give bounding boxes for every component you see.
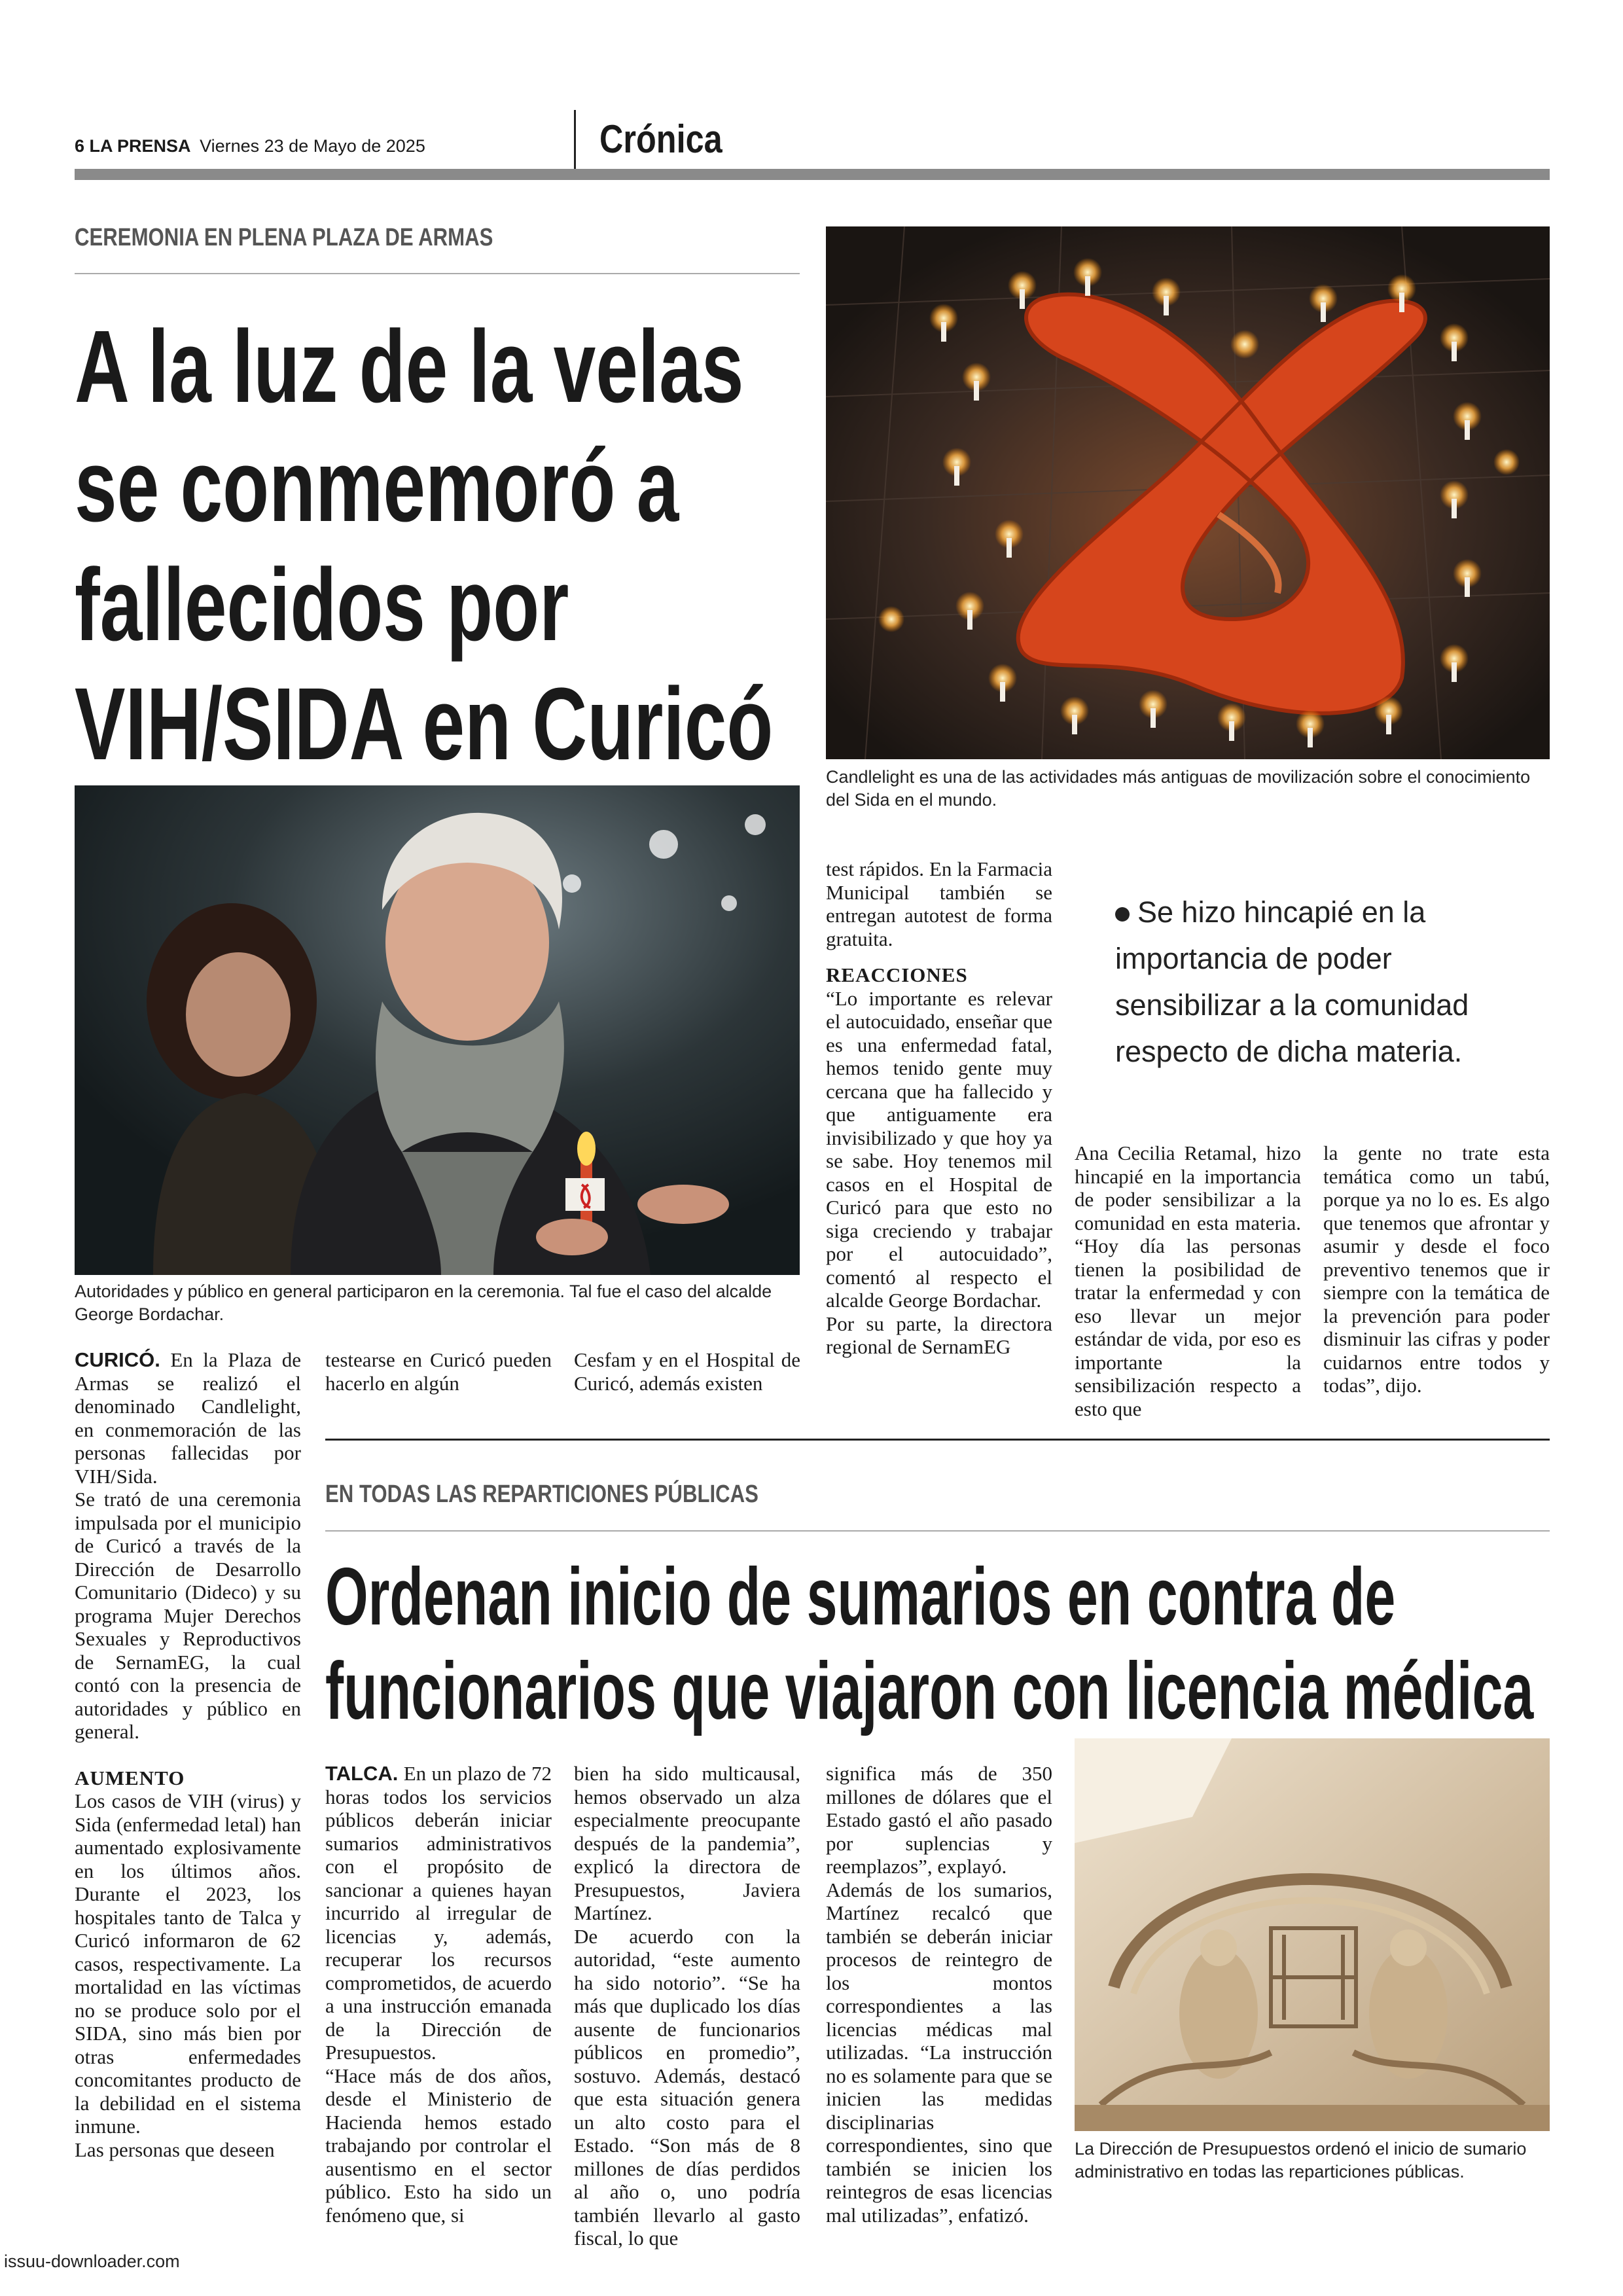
- body-text: test rápidos. En la Farmacia Municipal también se entregan autotest de forma gratuita.: [826, 857, 1052, 950]
- article2-headline: [325, 1550, 1623, 1738]
- page-header: [75, 136, 425, 162]
- body-text: Cesfam y en el Hospital de Curicó, además existen: [574, 1348, 800, 1395]
- subhead-aumento: AUMENTO: [75, 1766, 185, 1789]
- kicker-rule: [325, 1530, 1550, 1532]
- presupuestos-relief-photo: [1075, 1738, 1550, 2131]
- body-text: Ana Cecilia Retamal, hizo hincapié en la importancia de poder sensibilizar a la comunidad en esta materia. “Hoy día las personas tienen la posibilidad de tratar la enfermedad y con eso llevar un mejor estándar de vida, por eso es importante la sensibilización respecto a esto que: [1075, 1141, 1301, 1420]
- candle-ribbon-photo: [826, 226, 1550, 759]
- body-text: Se trató de una ceremonia impulsada por el municipio de Curicó a través de la Dirección de Desarrollo Comunitario (Dideco) y su programa Mujer Derechos Sexuales y Reproductivos de SernamEG, la cual contó con la presencia de autoridades y público en general.: [75, 1488, 301, 1743]
- header-bar: [75, 169, 1550, 180]
- article2-col1: [325, 1762, 552, 2227]
- headline-line: funcionarios que viajaron con licencia médica: [325, 1646, 1534, 1736]
- pull-quote-text: Se hizo hincapié en la importancia de poder sensibilizar a la comunidad respecto de dicha materia.: [1115, 895, 1469, 1068]
- body-text: la gente no trate esta temática como un tabú, porque ya no lo es. Es algo que tenemos que afrontar y asumir y desde el foco preventivo tenemos que ir siempre con la temática de la prevención para poder disminuir las cifras y poder cuidarnos entre todos y todas”, dijo.: [1323, 1141, 1550, 1397]
- article1-col2: [325, 1348, 552, 1395]
- dateline: TALCA.: [325, 1762, 399, 1785]
- subhead-reacciones: REACCIONES: [826, 963, 968, 986]
- article1-col3: [574, 1348, 800, 1395]
- page-number: 6: [75, 136, 85, 156]
- body-text: De acuerdo con la autoridad, “este aumento ha sido notorio”. “Se ha más que duplicado los días ausente de funcionarios públicos en promedio”, sostuvo. Además, destacó que esta situación genera un alto costo para el Estado. “Son más de 8 millones de días perdidos al año o, uno podría también llevarlo al gasto fiscal, lo que: [574, 1924, 800, 2250]
- body-text: Las personas que deseen: [75, 2138, 275, 2161]
- body-text: bien ha sido multicausal, hemos observado un alza especialmente preocupante después de la pandemia”, explicó la directora de Presupuestos, Javiera Martínez.: [574, 1762, 800, 1924]
- body-text: “Lo importante es relevar el autocuidado, enseñar que es una enfermedad fatal, hemos tenido gente muy cercana que ha fallecido y que antiguamente era invisibilizado y que hoy ya se sabe. Hoy tenemos mil casos en el Hospital de Curicó para que esto no siga creciendo y trabajar por el autocuidado”, comentó al respecto el alcalde George Bordachar.: [826, 986, 1052, 1312]
- article2-col2: [574, 1762, 800, 2250]
- paper-name: LA PRENSA: [89, 136, 191, 156]
- issue-date: Viernes 23 de Mayo de 2025: [200, 136, 425, 156]
- body-text: Además de los sumarios, Martínez recalcó que también se deberán iniciar procesos de reintegro de los montos correspondientes a las licencias médicas mal utilizadas. “La instrucción no es solamente para que se inicien las medidas disciplinarias correspondientes, sino que también se inicien los reintegros de esas licencias mal utilizadas”, enfatizó.: [826, 1878, 1052, 2227]
- body-text: Por su parte, la directora regional de SernamEG: [826, 1312, 1052, 1358]
- section-title: Crónica: [599, 117, 722, 161]
- headline-line: fallecidos por: [75, 548, 569, 662]
- headline-line: Ordenan inicio de sumarios en contra de: [325, 1552, 1396, 1642]
- body-text: En la Plaza de Armas se realizó el denominado Candlelight, en conmemoración de las personas fallecidas por VIH/Sida.: [75, 1348, 301, 1488]
- header-divider: [574, 110, 576, 169]
- pull-quote: [1115, 889, 1508, 1075]
- watermark: issuu-downloader.com: [4, 2251, 180, 2271]
- article1-col4: [826, 857, 1052, 1359]
- article1-kicker: CEREMONIA EN PLENA PLAZA DE ARMAS: [75, 224, 493, 251]
- body-text: Los casos de VIH (virus) y Sida (enfermedad letal) han aumentado explosivamente en los últimos años. Durante el 2023, los hospitales tanto de Talca y Curicó informaron de 62 casos, respectivamente. La mortalidad en las víctimas no se produce solo por el SIDA, sino más bien por otras enfermedades concomitantes producto de la debilidad en el sistema inmune.: [75, 1789, 301, 2138]
- kicker-rule: [75, 273, 800, 274]
- mayor-photo-caption: Autoridades y público en general participaron en la ceremonia. Tal fue el caso del alcalde George Bordachar.: [75, 1282, 772, 1324]
- article1-col5: [1075, 1141, 1301, 1420]
- headline-line: VIH/SIDA en Curicó: [75, 667, 774, 781]
- body-text: testearse en Curicó pueden hacerlo en algún: [325, 1348, 552, 1395]
- headline-line: A la luz de la velas: [75, 310, 744, 424]
- candle-photo-caption: Candlelight es una de las actividades más antiguas de movilización sobre el conocimiento del Sida en el mundo.: [826, 767, 1531, 810]
- article-separator: [325, 1439, 1550, 1441]
- article1-col1: [75, 1348, 301, 2161]
- body-text: “Hace más de dos años, desde el Ministerio de Hacienda hemos estado trabajando por controlar el ausentismo en el sector público. Esto ha sido un fenómeno que, si: [325, 2064, 552, 2227]
- mayor-photo: [75, 785, 800, 1275]
- headline-line: se conmemoró a: [75, 429, 679, 543]
- article2-kicker: EN TODAS LAS REPARTICIONES PÚBLICAS: [325, 1480, 758, 1508]
- article1-col6: [1323, 1141, 1550, 1397]
- dateline: CURICÓ.: [75, 1348, 160, 1371]
- relief-photo-caption: La Dirección de Presupuestos ordenó el inicio de sumario administrativo en todas las reparticiones públicas.: [1075, 2139, 1527, 2181]
- body-text: significa más de 350 millones de dólares que el Estado gastó el año pasado por suplencias y reemplazos”, explayó.: [826, 1762, 1052, 1878]
- body-text: En un plazo de 72 horas todos los servicios públicos deberán iniciar sumarios administrativos con el propósito de sancionar a quienes hayan incurrido al irregular de licencias y, además, recuperar los recursos comprometidos, de acuerdo a una instrucción emanada de la Dirección de Presupuestos.: [325, 1762, 552, 2064]
- article2-col3: [826, 1762, 1052, 2227]
- bullet-icon: [1115, 907, 1130, 922]
